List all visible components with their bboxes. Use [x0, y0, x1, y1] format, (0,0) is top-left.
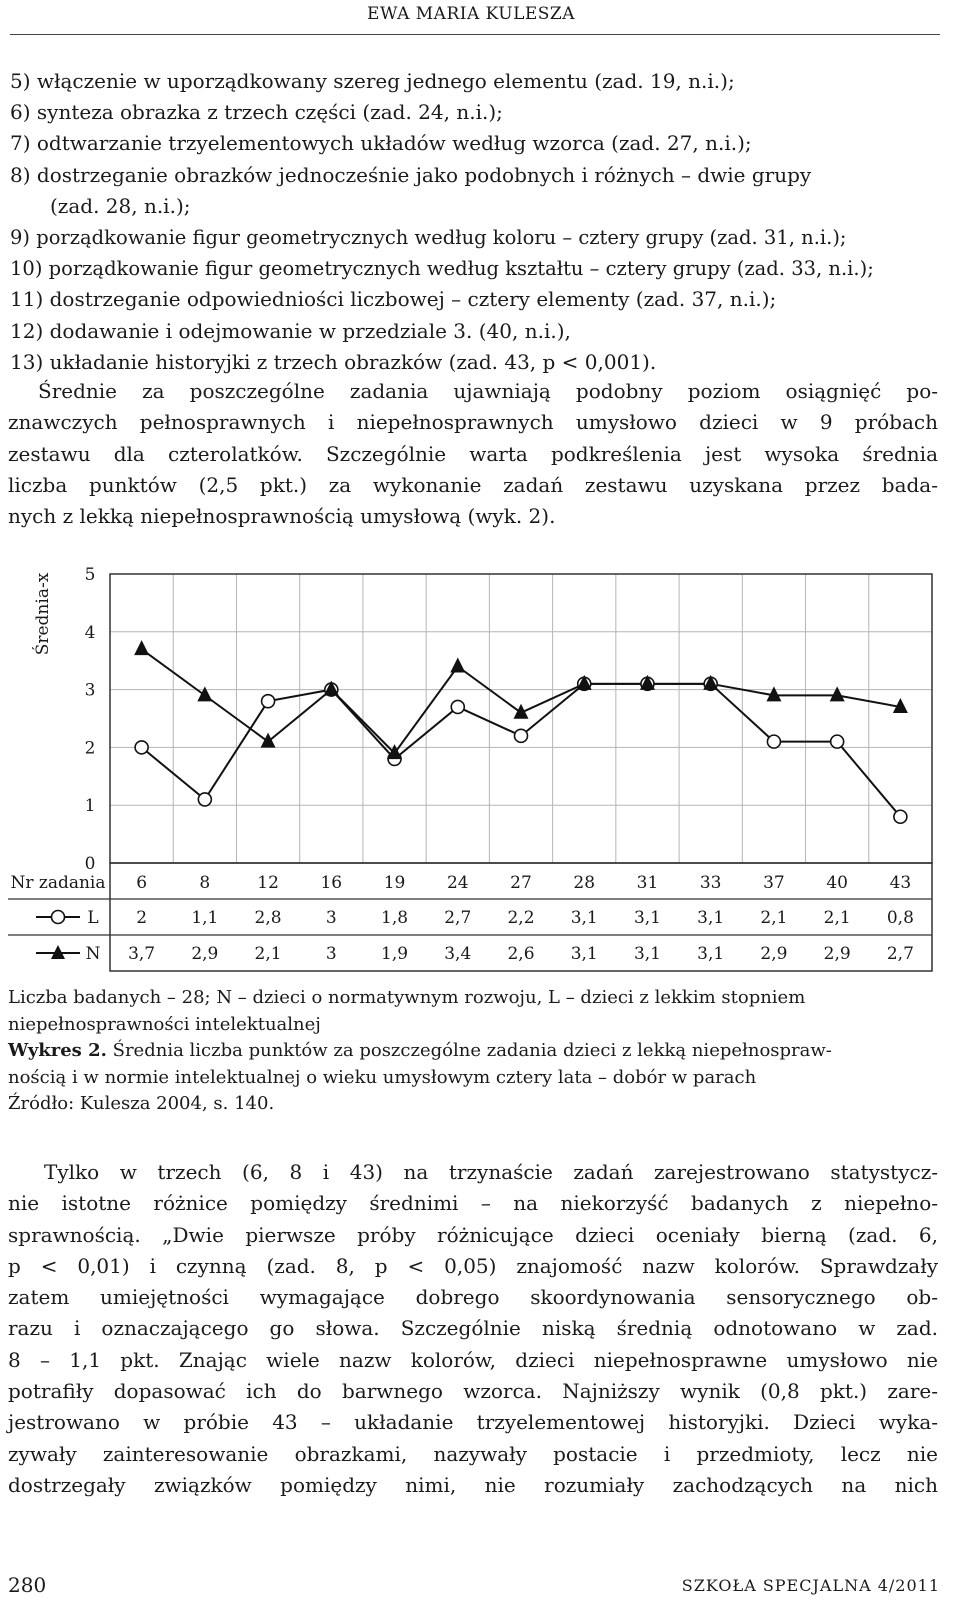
y-tick-label: 5	[84, 565, 96, 585]
paragraph-line: liczba punktów (2,5 pkt.) za wykonanie zadań zestawu uzyskana przez bada-	[8, 472, 938, 497]
paragraph-line: zywały zainteresowanie obrazkami, nazywały postacie i przedmioty, lecz nie	[8, 1441, 938, 1466]
data-label: 0,8	[886, 908, 914, 928]
data-label: 2,8	[254, 908, 282, 928]
paragraph-line: 8 – 1,1 pkt. Znając wiele nazw kolorów, dzieci niepełnosprawne umysłowo nie	[8, 1347, 938, 1372]
paragraph-line: jestrowano w próbie 43 – układanie trzyelementowej historyjki. Dzieci wyka-	[8, 1410, 938, 1435]
data-label: 2,1	[823, 908, 851, 928]
data-label: 2,1	[760, 908, 788, 928]
x-tick-label: 8	[199, 873, 211, 893]
list-item: 5) włączenie w uporządkowany szereg jednego elementu (zad. 19, n.i.);	[10, 69, 735, 93]
data-label: 3,4	[444, 944, 472, 964]
data-point-L	[767, 735, 780, 748]
paragraph-line: sprawnością. „Dwie pierwsze próby różnicujące dzieci oceniały bierną (zad. 6,	[8, 1222, 938, 1247]
paragraph-line: dostrzegały związków pomiędzy nimi, nie rozumiały zachodzących na nich	[8, 1472, 938, 1497]
list-item: 9) porządkowanie figur geometrycznych według koloru – cztery grupy (zad. 31, n.i.);	[10, 226, 847, 250]
data-point-L	[198, 793, 211, 806]
data-point-N	[261, 733, 276, 748]
x-tick-label: 24	[446, 873, 469, 893]
caption-label: Wykres 2.	[8, 1040, 107, 1061]
data-label: 2,6	[507, 944, 535, 964]
data-label: 2,2	[507, 908, 535, 928]
data-label: 3	[325, 944, 337, 964]
data-label: 3,1	[697, 944, 725, 964]
x-tick-label: 6	[136, 873, 148, 893]
data-label: 3,1	[697, 908, 725, 928]
y-tick-label: 1	[84, 796, 96, 817]
data-label: 3,1	[633, 944, 661, 964]
y-axis-label: Średnia-x	[33, 572, 53, 656]
x-tick-label: 27	[510, 873, 532, 893]
paragraph-2	[8, 1157, 938, 1501]
data-point-L	[262, 695, 275, 708]
list-item: 8) dostrzeganie obrazków jednocześnie jako podobnych i różnych – dwie grupy	[10, 162, 812, 187]
paragraph-line: nie istotne różnice pomiędzy średnimi – na niekorzyść badanych z niepełno-	[8, 1191, 938, 1216]
data-label: 2,9	[823, 944, 851, 964]
data-label: 3,1	[633, 908, 661, 928]
data-label: 3,1	[570, 908, 598, 928]
caption-source: Źródło: Kulesza 2004, s. 140.	[8, 1093, 275, 1114]
data-label: 1,9	[381, 944, 409, 964]
list-item: 6) synteza obrazka z trzech części (zad. 24, n.i.);	[10, 100, 503, 125]
paragraph-line: razu i oznaczającego go słowa. Szczególnie niską średnią odnotowano w zad.	[8, 1316, 938, 1341]
task-list	[10, 66, 940, 378]
paragraph-line: znawczych pełnosprawnych i niepełnosprawnych umysłowo dzieci w 9 próbach	[8, 410, 938, 435]
legend-label: L	[87, 908, 99, 928]
data-point-L	[451, 700, 464, 713]
data-point-N	[197, 686, 212, 701]
y-tick-label: 3	[84, 680, 96, 701]
page-number: 280	[8, 1573, 47, 1597]
x-tick-label: 28	[573, 873, 596, 893]
x-tick-label: 16	[320, 873, 343, 893]
data-label: 1,8	[381, 908, 409, 928]
caption-note: Liczba badanych – 28; N – dzieci o normatywnym rozwoju, L – dzieci z lekkim stopniem	[8, 987, 806, 1008]
data-label: 2,9	[191, 944, 219, 964]
list-item: 13) układanie historyjki z trzech obrazków (zad. 43, p < 0,001).	[10, 349, 657, 374]
x-tick-label: 19	[383, 873, 406, 893]
caption-note: niepełnosprawności intelektualnej	[8, 1013, 321, 1035]
caption-title: nością i w normie intelektualnej o wieku umysłowym cztery lata – dobór w parach	[8, 1066, 757, 1088]
header-author: EWA MARIA KULESZA	[367, 4, 575, 24]
data-point-N	[134, 640, 149, 655]
x-tick-label: 12	[257, 873, 279, 893]
data-point-L	[831, 735, 844, 748]
paragraph-line: Tylko w trzech (6, 8 i 43) na trzynaście zadań zarejestrowano statystycz-	[44, 1160, 938, 1184]
x-tick-label: 33	[699, 873, 722, 893]
data-point-N	[450, 657, 465, 672]
data-label: 2,7	[444, 908, 472, 928]
y-tick-label: 4	[84, 622, 96, 643]
x-tick-label: 43	[889, 873, 912, 893]
y-tick-label: 0	[84, 854, 96, 874]
x-axis-label: Nr zadania	[10, 873, 106, 893]
header-rule	[10, 34, 940, 35]
x-tick-label: 40	[826, 873, 848, 893]
legend-label: N	[85, 944, 101, 964]
data-point-L	[515, 729, 528, 742]
list-item: 10) porządkowanie figur geometrycznych według kształtu – cztery grupy (zad. 33, n.i.);	[10, 257, 874, 281]
figure-caption	[8, 985, 938, 1118]
data-label: 1,1	[191, 908, 219, 928]
chart-svg	[0, 558, 960, 978]
line-chart	[0, 558, 960, 978]
caption-title	[8, 1038, 938, 1065]
data-label: 2,1	[254, 944, 282, 964]
data-label: 3,1	[570, 944, 598, 964]
data-point-L	[894, 810, 907, 823]
paragraph-line: nych z lekką niepełnosprawnością umysłową (wyk. 2).	[8, 504, 556, 529]
data-label: 3,7	[128, 944, 156, 964]
caption-title-text: Średnia liczba punktów za poszczególne zadania dzieci z lekką niepełnospraw-	[106, 1040, 832, 1061]
data-label: 2,9	[760, 944, 788, 964]
list-item: 11) dostrzeganie odpowiedniości liczbowej – cztery elementy (zad. 37, n.i.);	[10, 287, 777, 312]
data-label: 3	[325, 908, 337, 928]
paragraph-line: Średnie za poszczególne zadania ujawniają podobny poziom osiągnięć po-	[38, 379, 938, 403]
data-label: 2,7	[886, 944, 914, 964]
y-tick-label: 2	[84, 738, 96, 759]
x-tick-label: 31	[636, 873, 659, 893]
paragraph-line: p < 0,01) i czynną (zad. 8, p < 0,05) znajomość nazw kolorów. Sprawdzały	[8, 1253, 938, 1278]
data-label: 2	[136, 908, 148, 928]
data-point-N	[830, 686, 845, 701]
data-point-L	[135, 741, 148, 754]
paragraph-1	[8, 376, 938, 532]
paragraph-line: zestawu dla czterolatków. Szczególnie warta podkreślenia jest wysoka średnia	[8, 441, 938, 466]
x-tick-label: 37	[763, 873, 785, 893]
list-item-continuation: (zad. 28, n.i.);	[50, 193, 191, 218]
running-header	[0, 0, 960, 24]
paragraph-line: potrafiły dopasować ich do barwnego wzorca. Najniższy wynik (0,8 pkt.) zare-	[8, 1379, 938, 1404]
paragraph-line: zatem umiejętności wymagające dobrego skoordynowania sensorycznego ob-	[8, 1285, 938, 1310]
list-item: 7) odtwarzanie trzyelementowych układów według wzorca (zad. 27, n.i.);	[10, 131, 752, 156]
list-item: 12) dodawanie i odejmowanie w przedziale 3. (40, n.i.),	[10, 318, 571, 343]
legend-marker-circle	[52, 911, 65, 924]
journal-name: SZKOŁA SPECJALNA 4/2011	[681, 1576, 940, 1595]
